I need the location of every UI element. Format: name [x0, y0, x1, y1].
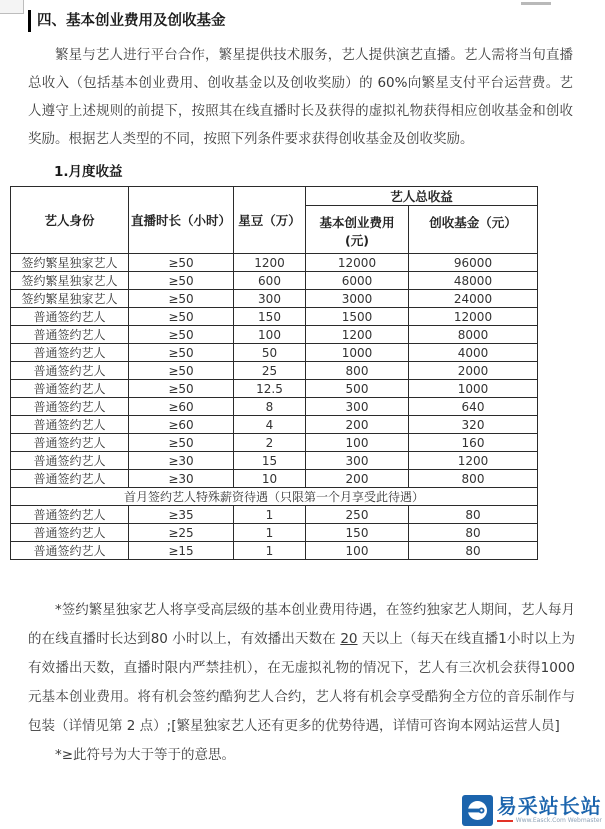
cell-fee: 500	[306, 380, 409, 398]
watermark-easck	[460, 793, 604, 828]
cell-fee: 6000	[306, 272, 409, 290]
intro-paragraph: 繁星与艺人进行平台合作，繁星提供技术服务，艺人提供演艺直播。艺人需将当旬直播总收入（包括基本创业费用、创收基金以及创收奖励）的 60%向繁星支付平台运营费。艺人遵守上述规则的前提下，按照其在线直播时长及获得的虚拟礼物获得相应创收基金和创收奖励。根据艺人类型的不同，按照下列条件要求获得创收基金及创收奖励。	[28, 47, 573, 147]
col-header-total-income-group: 艺人总收益	[306, 187, 538, 206]
table-row	[11, 254, 538, 272]
col-header-star-beans: 星豆（万）	[234, 187, 306, 254]
cell-hours: ≥25	[129, 524, 234, 542]
cell-hours: ≥30	[129, 470, 234, 488]
cell-fee: 1200	[306, 326, 409, 344]
cell-identity: 普通签约艺人	[11, 542, 129, 560]
cell-hours: ≥50	[129, 272, 234, 290]
cell-beans: 1	[234, 542, 306, 560]
cell-hours: ≥30	[129, 452, 234, 470]
cell-fund: 160	[409, 434, 538, 452]
cell-fund: 800	[409, 470, 538, 488]
cell-identity: 普通签约艺人	[11, 326, 129, 344]
cell-fee: 200	[306, 470, 409, 488]
easck-logo-icon	[462, 795, 493, 826]
footnote-text-part2: 天以上（每天在线直播1小时以上为有效播出天数，直播时限内严禁挂机），在无虚拟礼物的情况下，艺人有三次机会获得1000 元基本创业费用。将有机会签约酷狗艺人合约，艺人将有机会享受酷狗全方位的音乐制作与包装（详情见第 2 点）;[繁星独家艺人还有更多的优势待遇，详情可咨询本网站运营人员]	[28, 631, 575, 734]
cell-identity: 普通签约艺人	[11, 506, 129, 524]
cell-fund: 80	[409, 542, 538, 560]
cell-fee: 800	[306, 362, 409, 380]
cell-beans: 600	[234, 272, 306, 290]
cell-identity: 普通签约艺人	[11, 380, 129, 398]
footnote-underlined-number: 20	[340, 631, 358, 647]
watermark-subtitle: Www.Easck.Com Webmaster	[497, 817, 602, 824]
cell-hours: ≥50	[129, 362, 234, 380]
cell-hours: ≥50	[129, 380, 234, 398]
section-title: 1.月度收益	[54, 164, 123, 180]
col-header-broadcast-hours: 直播时长（小时）	[129, 187, 234, 254]
special-banner-text: 首月签约艺人特殊薪资待遇（只限第一个月享受此待遇）	[11, 488, 538, 506]
cell-fund: 320	[409, 416, 538, 434]
cell-fee: 1000	[306, 344, 409, 362]
watermark-dash	[497, 820, 513, 822]
cell-fund: 96000	[409, 254, 538, 272]
cell-identity: 签约繁星独家艺人	[11, 254, 129, 272]
cell-hours: ≥50	[129, 308, 234, 326]
cell-identity: 普通签约艺人	[11, 470, 129, 488]
footnote-text-part1: *签约繁星独家艺人将享受高层级的基本创业费用待遇，在签约独家艺人期间，艺人每月的在线直播时长达到80 小时以上，有效播出天数在	[28, 602, 575, 647]
scan-artifact-top-left	[0, 0, 24, 14]
cell-hours: ≥50	[129, 290, 234, 308]
cell-beans: 1	[234, 506, 306, 524]
cell-hours: ≥50	[129, 344, 234, 362]
cell-beans: 25	[234, 362, 306, 380]
footnote-exclusive-artist	[28, 596, 575, 741]
cell-hours: ≥60	[129, 416, 234, 434]
cell-beans: 100	[234, 326, 306, 344]
cell-fee: 250	[306, 506, 409, 524]
table-row	[11, 272, 538, 290]
footnote-symbol-meaning: *≥此符号为大于等于的意思。	[55, 747, 236, 763]
table-row	[11, 380, 538, 398]
table-row	[11, 452, 538, 470]
table-row	[11, 398, 538, 416]
cell-identity: 签约繁星独家艺人	[11, 290, 129, 308]
page-title: 四、基本创业费用及创收基金	[28, 10, 570, 32]
cell-beans: 4	[234, 416, 306, 434]
cell-identity: 签约繁星独家艺人	[11, 272, 129, 290]
cell-fund: 2000	[409, 362, 538, 380]
cell-fee: 200	[306, 416, 409, 434]
table-row	[11, 470, 538, 488]
cell-fee: 1500	[306, 308, 409, 326]
cell-identity: 普通签约艺人	[11, 434, 129, 452]
cell-beans: 300	[234, 290, 306, 308]
watermark-title: 易采站长站	[496, 794, 602, 818]
table-row	[11, 362, 538, 380]
cell-fund: 1000	[409, 380, 538, 398]
cell-fund: 24000	[409, 290, 538, 308]
table-row	[11, 542, 538, 560]
cell-beans: 50	[234, 344, 306, 362]
cell-beans: 150	[234, 308, 306, 326]
cell-fee: 100	[306, 542, 409, 560]
cell-beans: 1200	[234, 254, 306, 272]
cell-hours: ≥50	[129, 254, 234, 272]
cell-fee: 300	[306, 398, 409, 416]
table-row	[11, 506, 538, 524]
table-row	[11, 290, 538, 308]
cell-fund: 1200	[409, 452, 538, 470]
cell-identity: 普通签约艺人	[11, 416, 129, 434]
cell-beans: 2	[234, 434, 306, 452]
col-header-basic-fee: 基本创业费用(元)	[306, 206, 409, 254]
table-row	[11, 308, 538, 326]
cell-fee: 12000	[306, 254, 409, 272]
cell-fund: 48000	[409, 272, 538, 290]
cell-fund: 80	[409, 506, 538, 524]
cell-beans: 15	[234, 452, 306, 470]
monthly-income-table	[10, 186, 538, 560]
table-row	[11, 344, 538, 362]
table-row	[11, 524, 538, 542]
cell-identity: 普通签约艺人	[11, 362, 129, 380]
cell-fund: 8000	[409, 326, 538, 344]
cell-fee: 100	[306, 434, 409, 452]
scan-artifact-top-right	[521, 2, 551, 5]
cell-hours: ≥60	[129, 398, 234, 416]
table-row	[11, 416, 538, 434]
cell-fund: 12000	[409, 308, 538, 326]
cell-fund: 4000	[409, 344, 538, 362]
cell-beans: 1	[234, 524, 306, 542]
table-row	[11, 326, 538, 344]
cell-fund: 80	[409, 524, 538, 542]
cell-fee: 300	[306, 452, 409, 470]
cell-identity: 普通签约艺人	[11, 398, 129, 416]
cell-hours: ≥50	[129, 434, 234, 452]
col-header-artist-identity: 艺人身份	[11, 187, 129, 254]
cell-identity: 普通签约艺人	[11, 452, 129, 470]
cell-beans: 12.5	[234, 380, 306, 398]
cell-identity: 普通签约艺人	[11, 308, 129, 326]
cell-hours: ≥35	[129, 506, 234, 524]
cell-identity: 普通签约艺人	[11, 344, 129, 362]
cell-beans: 8	[234, 398, 306, 416]
cell-identity: 普通签约艺人	[11, 524, 129, 542]
cell-hours: ≥50	[129, 326, 234, 344]
col-header-revenue-fund: 创收基金（元）	[409, 206, 538, 254]
special-banner-row	[11, 488, 538, 506]
cell-beans: 10	[234, 470, 306, 488]
cell-fee: 150	[306, 524, 409, 542]
table-row	[11, 434, 538, 452]
cell-hours: ≥15	[129, 542, 234, 560]
cell-fund: 640	[409, 398, 538, 416]
cell-fee: 3000	[306, 290, 409, 308]
